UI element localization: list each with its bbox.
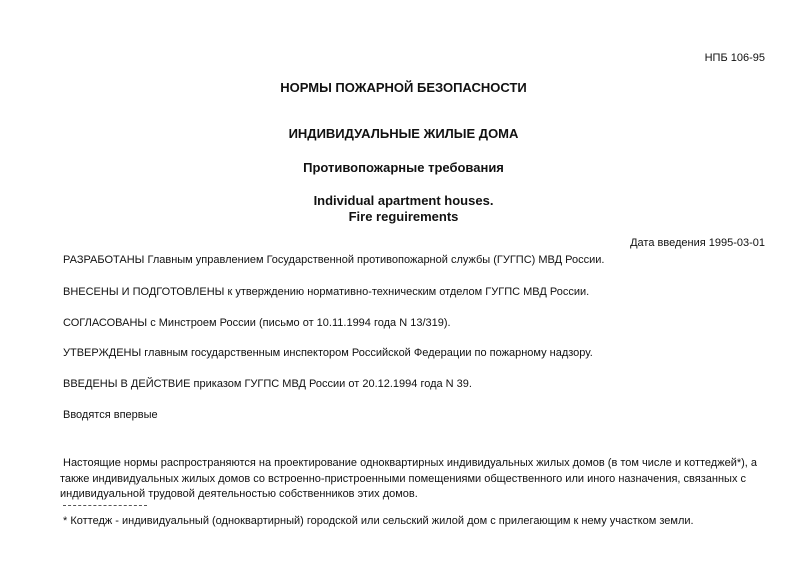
scope-paragraph-line-3: индивидуальной трудовой деятельностью собственников этих домов. (60, 488, 418, 500)
requirements-subtitle: Противопожарные требования (303, 160, 504, 175)
english-title-line-2: Fire reguirements (348, 209, 459, 224)
approved-by-line: УТВЕРЖДЕНЫ главным государственным инспектором Российской Федерации по пожарному надзору. (63, 347, 593, 359)
norms-title: НОРМЫ ПОЖАРНОЙ БЕЗОПАСНОСТИ (280, 80, 527, 95)
document-code: НПБ 106-95 (704, 52, 765, 64)
submitted-by-line: ВНЕСЕНЫ И ПОДГОТОВЛЕНЫ к утверждению нормативно-техническим отделом ГУГПС МВД России. (63, 286, 590, 298)
footnote-text: * Коттедж - индивидуальный (одноквартирный) городской или сельский жилой дом с прилегающим к нему участком земли. (63, 515, 694, 527)
english-title (0, 193, 807, 225)
first-time-note: Вводятся впервые (63, 409, 158, 421)
scope-paragraph-line-1: Настоящие нормы распространяются на проектирование одноквартирных индивидуальных жилых домов (в том числе и коттеджей*), а (63, 457, 758, 469)
footnote-divider (63, 505, 147, 506)
enacted-by-line: ВВЕДЕНЫ В ДЕЙСТВИЕ приказом ГУГПС МВД России от 20.12.1994 года N 39. (63, 378, 472, 390)
developed-by-line: РАЗРАБОТАНЫ Главным управлением Государственной противопожарной службы (ГУГПС) МВД России. (63, 254, 605, 266)
scope-paragraph (60, 456, 765, 503)
subject-title: ИНДИВИДУАЛЬНЫЕ ЖИЛЫЕ ДОМА (288, 126, 519, 141)
scope-paragraph-line-2: также индивидуальных жилых домов со встроенно-пристроенными помещениями общественного или иного назначения, связанных с (60, 472, 746, 485)
agreed-with-line: СОГЛАСОВАНЫ с Минстроем России (письмо от 10.11.1994 года N 13/319). (63, 317, 451, 329)
introduction-date: Дата введения 1995-03-01 (630, 237, 765, 249)
english-title-line-1: Individual apartment houses. (313, 193, 494, 208)
